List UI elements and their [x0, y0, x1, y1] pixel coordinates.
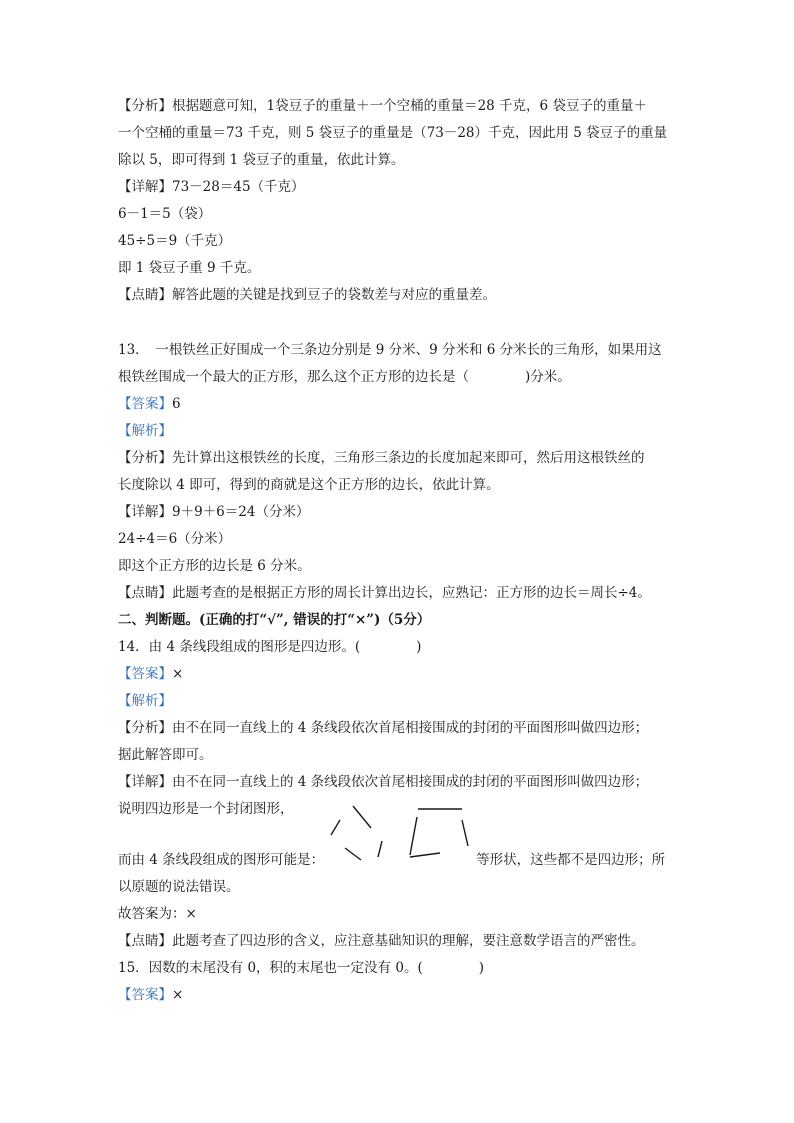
question-15: [118, 958, 688, 978]
remark-14: 【点睛】此题考查了四边形的含义，应注意基础知识的理解，要注意数学语言的严密性。: [118, 933, 645, 949]
answer-value: ×: [172, 666, 184, 682]
remark-line: 【点睛】解答此题的关键是找到豆子的袋数差与对应的重量差。: [118, 287, 496, 303]
section-heading: 二、判断题。(正确的打“√”, 错误的打“×”)（5分）: [118, 612, 431, 628]
remark-13: 【点睛】此题考查的是根据正方形的周长计算出边长，应熟记：正方形的边长＝周长÷4。: [118, 585, 651, 601]
detail-13-line-3: 即这个正方形的边长是 6 分米。: [118, 558, 311, 574]
analysis-line-1: 【分析】根据题意可知，1袋豆子的重量＋一个空桶的重量＝28 千克，6 袋豆子的重量＋: [118, 98, 647, 114]
detail-14-suffix: 等形状，这些都不是四边形；所: [476, 852, 666, 868]
answer-13: [118, 394, 688, 414]
explanation-label-13: 【解析】: [118, 423, 172, 439]
analysis-13-line-2: 长度除以 4 即可，得到的商就是这个正方形的边长，依此计算。: [118, 477, 500, 493]
detail-line-4: 即 1 袋豆子重 9 千克。: [118, 260, 261, 276]
detail-14-line-4: 以原题的说法错误。: [118, 879, 240, 895]
question-13-line-1: 13． 一根铁丝正好围成一个三条边分别是 9 分米、9 分米和 6 分米长的三角形，如果用这: [118, 342, 662, 358]
detail-14-line-2: 说明四边形是一个封闭图形，: [118, 801, 294, 817]
detail-13-line-1: 【详解】9＋9＋6＝24（分米）: [118, 504, 310, 520]
answer-label: 【答案】: [118, 987, 172, 1003]
analysis-14-line-2: 据此解答即可。: [118, 747, 213, 763]
detail-14-line-5: 故答案为：×: [118, 906, 197, 922]
question-14-suffix: ): [416, 639, 422, 655]
answer-15: [118, 985, 688, 1005]
detail-line-3: 45÷5＝9（千克）: [118, 233, 232, 249]
question-15-suffix: ): [478, 960, 484, 976]
question-14: [118, 637, 688, 657]
answer-value: 6: [172, 396, 181, 412]
analysis-line-3: 除以 5，即可得到 1 袋豆子的重量，依此计算。: [118, 152, 405, 168]
detail-14-prefix: 而由 4 条线段组成的图形可能是：: [118, 852, 325, 868]
explanation-label-14: 【解析】: [118, 693, 172, 709]
analysis-line-2: 一个空桶的重量＝73 千克，则 5 袋豆子的重量是（73－28）千克，因此用 5 袋豆子的重量: [118, 125, 668, 141]
detail-line-1: 【详解】73－28＝45（千克）: [118, 179, 305, 195]
answer-value: ×: [172, 987, 184, 1003]
detail-14-line-1: 【详解】由不在同一直线上的 4 条线段依次首尾相接围成的封闭的平面图形叫做四边形；: [118, 774, 649, 790]
detail-14-line-3: [118, 850, 688, 870]
detail-13-line-2: 24÷4＝6（分米）: [118, 531, 232, 547]
answer-14: [118, 664, 688, 684]
detail-line-2: 6－1＝5（袋）: [118, 206, 212, 222]
analysis-14-line-1: 【分析】由不在同一直线上的 4 条线段依次首尾相接围成的封闭的平面图形叫做四边形；: [118, 720, 649, 736]
analysis-13-line-1: 【分析】先计算出这根铁丝的长度，三角形三条边的长度加起来即可，然后用这根铁丝的: [118, 450, 645, 466]
question-15-text: 15．因数的末尾没有 0，积的末尾也一定没有 0。(: [118, 960, 423, 976]
answer-label: 【答案】: [118, 396, 172, 412]
question-13-text: 根铁丝围成一个最大的正方形，那么这个正方形的边长是（: [118, 369, 469, 385]
question-14-text: 14．由 4 条线段组成的图形是四边形。(: [118, 639, 361, 655]
answer-label: 【答案】: [118, 666, 172, 682]
question-13-suffix: )分米。: [525, 369, 571, 385]
question-13-line-2: [118, 367, 688, 387]
